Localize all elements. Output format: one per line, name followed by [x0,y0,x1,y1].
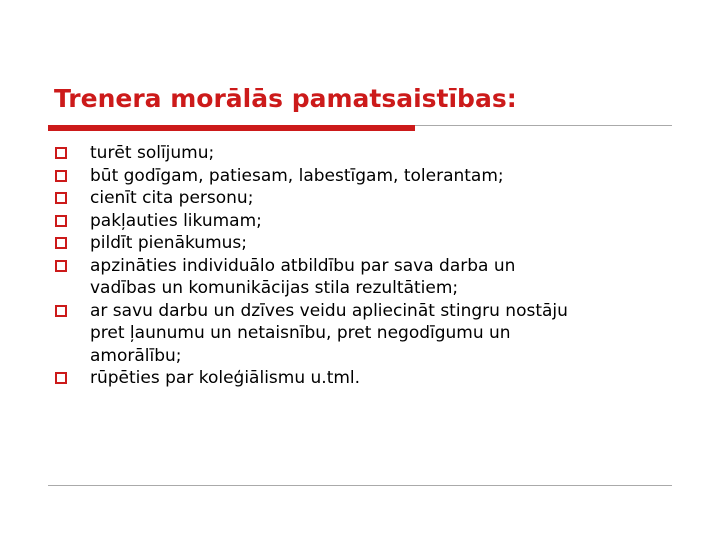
hollow-square-icon [55,215,67,227]
list-item [52,187,672,210]
bullet-text: pakļauties likumam; [90,210,262,231]
bullet-text: cienīt cita personu; [90,188,254,208]
list-item [52,232,672,255]
list-item [52,255,672,300]
hollow-square-icon [55,237,67,249]
list-item [52,165,672,188]
hollow-square-icon [55,372,67,384]
footer-rule [48,485,672,486]
bullet-text: turēt solījumu; [90,143,215,163]
slide-title: Trenera morālās pamatsaistības: [54,84,517,113]
bullet-text: pildīt pienākumus; [90,233,248,253]
title-underline-accent [48,125,415,131]
list-item [52,210,672,233]
bullet-list [52,142,672,390]
bullet-text: rūpēties par koleģiālismu u.tml. [90,368,361,388]
list-item [52,367,672,390]
hollow-square-icon [55,170,67,182]
list-item [52,300,672,368]
bullet-text: apzināties individuālo atbildību par sava darba un vadības un komunikācijas stila rezultātiem; [90,255,516,298]
bullet-text: būt godīgam, patiesam, labestīgam, tolerantam; [90,165,504,186]
hollow-square-icon [55,192,67,204]
bullet-text: ar savu darbu un dzīves veidu apliecināt stingru nostāju pret ļaunumu un netaisnību, pret negodīgumu un amorālību; [90,300,568,366]
hollow-square-icon [55,305,67,317]
hollow-square-icon [55,147,67,159]
hollow-square-icon [55,260,67,272]
list-item [52,142,672,165]
